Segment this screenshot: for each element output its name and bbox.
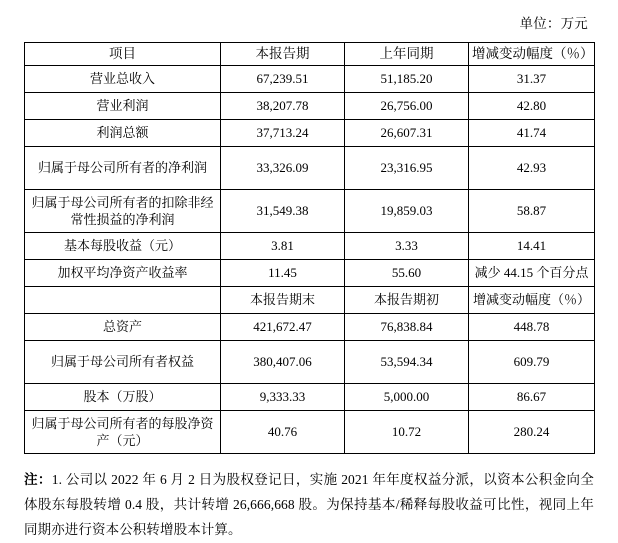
financial-summary-table (24, 42, 595, 454)
table-row (25, 314, 595, 341)
cell-begin: 53,594.34 (345, 341, 469, 384)
cell-current: 11.45 (221, 260, 345, 287)
table-row (25, 190, 595, 233)
cell-begin: 5,000.00 (345, 384, 469, 411)
cell-current: 38,207.78 (221, 93, 345, 120)
table-row (25, 233, 595, 260)
table-row (25, 93, 595, 120)
column-header-prior-period: 上年同期 (345, 43, 469, 66)
cell-change: 42.93 (469, 147, 595, 190)
table-row (25, 120, 595, 147)
row-label: 股本（万股） (25, 384, 221, 411)
unit-label: 单位：万元 (519, 16, 588, 31)
cell-change: 280.24 (469, 411, 595, 454)
cell-prior: 51,185.20 (345, 66, 469, 93)
cell-end: 421,672.47 (221, 314, 345, 341)
row-label: 营业利润 (25, 93, 221, 120)
cell-current: 3.81 (221, 233, 345, 260)
cell-end: 9,333.33 (221, 384, 345, 411)
subheader-period-begin: 本报告期初 (345, 287, 469, 314)
row-label: 归属于母公司所有者的每股净资产（元） (25, 411, 221, 454)
cell-current: 31,549.38 (221, 190, 345, 233)
cell-prior: 26,607.31 (345, 120, 469, 147)
row-label: 营业总收入 (25, 66, 221, 93)
cell-current: 37,713.24 (221, 120, 345, 147)
cell-change: 609.79 (469, 341, 595, 384)
cell-begin: 10.72 (345, 411, 469, 454)
table-subheader-row (25, 287, 595, 314)
cell-current: 33,326.09 (221, 147, 345, 190)
table-row (25, 411, 595, 454)
column-header-change: 增减变动幅度（％） (469, 43, 595, 66)
footnote-text: 1. 公司以 2022 年 6 月 2 日为股权登记日，实施 2021 年年度权益分派，以资本公积金向全体股东每股转增 0.4 股，共计转增 26,666,668 股。为保持基本/稀释每股收益可比性，视同上年同期亦进行资本公积转增股本计算。 (24, 472, 595, 538)
cell-prior: 23,316.95 (345, 147, 469, 190)
cell-end: 40.76 (221, 411, 345, 454)
footnote (24, 454, 594, 543)
table-row (25, 384, 595, 411)
subheader-change: 增减变动幅度（％） (469, 287, 595, 314)
subheader-blank (25, 287, 221, 314)
row-label: 归属于母公司所有者的扣除非经常性损益的净利润 (25, 190, 221, 233)
table-header-row (25, 43, 595, 66)
cell-prior: 26,756.00 (345, 93, 469, 120)
row-label: 基本每股收益（元） (25, 233, 221, 260)
cell-change: 58.87 (469, 190, 595, 233)
row-label: 归属于母公司所有者权益 (25, 341, 221, 384)
cell-begin: 76,838.84 (345, 314, 469, 341)
footnote-prefix: 注： (24, 472, 52, 488)
cell-end: 380,407.06 (221, 341, 345, 384)
cell-change: 86.67 (469, 384, 595, 411)
cell-change: 31.37 (469, 66, 595, 93)
column-header-item: 项目 (25, 43, 221, 66)
row-label: 归属于母公司所有者的净利润 (25, 147, 221, 190)
cell-prior: 3.33 (345, 233, 469, 260)
row-label: 利润总额 (25, 120, 221, 147)
cell-current: 67,239.51 (221, 66, 345, 93)
cell-change: 减少 44.15 个百分点 (469, 260, 595, 287)
cell-change: 448.78 (469, 314, 595, 341)
cell-prior: 19,859.03 (345, 190, 469, 233)
cell-change: 14.41 (469, 233, 595, 260)
table-row (25, 341, 595, 384)
table-row (25, 147, 595, 190)
table-row (25, 260, 595, 287)
cell-change: 41.74 (469, 120, 595, 147)
table-row (25, 66, 595, 93)
row-label: 总资产 (25, 314, 221, 341)
subheader-period-end: 本报告期末 (221, 287, 345, 314)
cell-prior: 55.60 (345, 260, 469, 287)
row-label: 加权平均净资产收益率 (25, 260, 221, 287)
cell-change: 42.80 (469, 93, 595, 120)
column-header-current-period: 本报告期 (221, 43, 345, 66)
